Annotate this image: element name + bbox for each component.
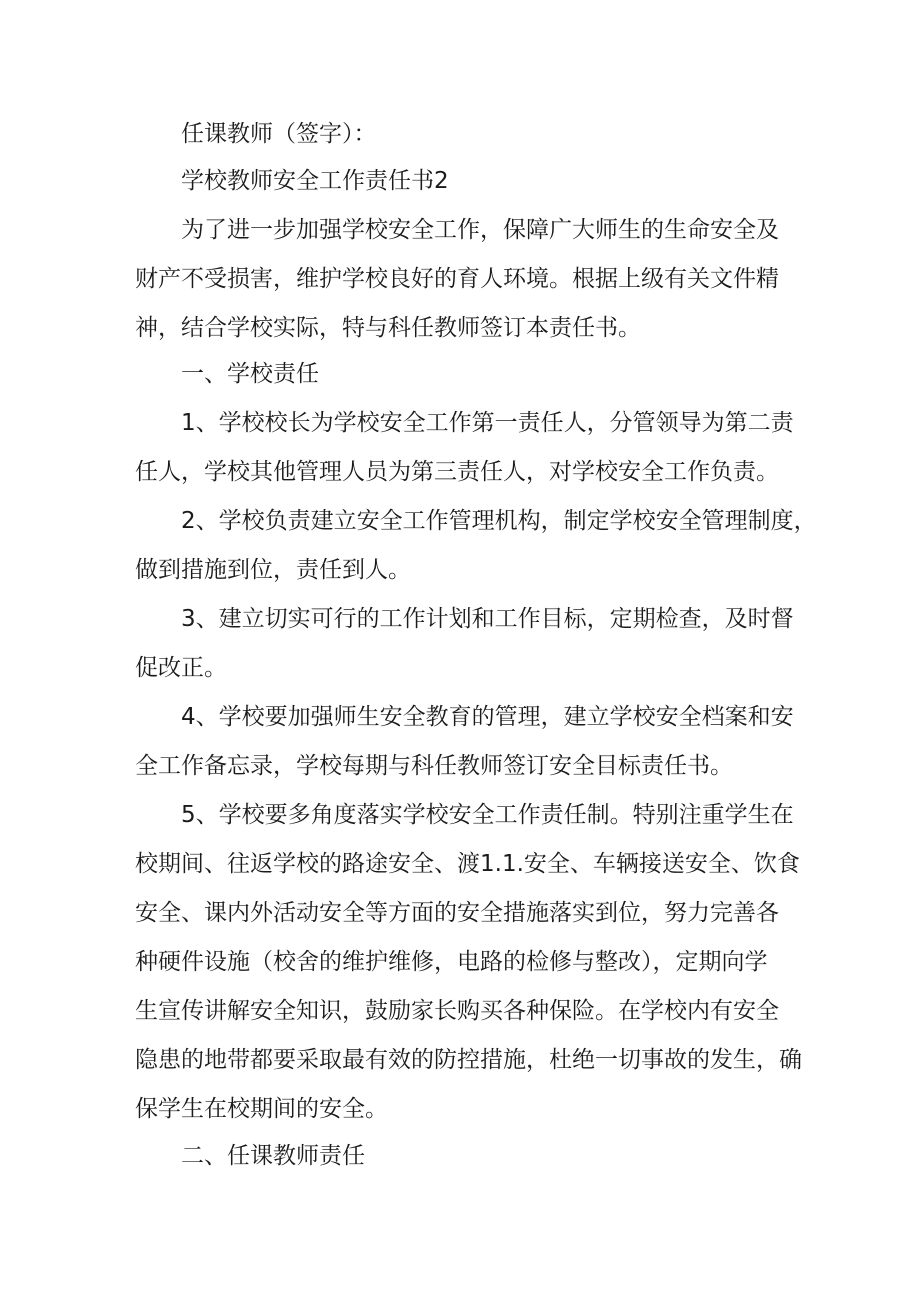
item-3-paragraph xyxy=(135,595,795,693)
paragraph-line: 3、建立切实可行的工作计划和工作目标，定期检查，及时督 xyxy=(181,606,794,632)
paragraph-line: 保学生在校期间的安全。 xyxy=(135,1096,388,1122)
section-heading-school: 一、学校责任 xyxy=(181,361,319,387)
paragraph-line: 隐患的地带都要采取最有效的防控措施，杜绝一切事故的发生，确 xyxy=(135,1047,802,1073)
document-title: 学校教师安全工作责任书2 xyxy=(181,168,449,194)
paragraph-line: 神，结合学校实际，特与科任教师签订本责任书。 xyxy=(135,315,641,341)
paragraph-line: 全工作备忘录，学校每期与科任教师签订安全目标责任书。 xyxy=(135,753,733,779)
paragraph-line: 4、学校要加强师生安全教育的管理，建立学校安全档案和安 xyxy=(181,704,794,730)
signature-line: 任课教师（签字）： xyxy=(181,121,377,147)
paragraph-line: 财产不受损害，维护学校良好的育人环境。根据上级有关文件精 xyxy=(135,266,779,292)
paragraph-line: 任人，学校其他管理人员为第三责任人，对学校安全工作负责。 xyxy=(135,459,779,485)
paragraph-line: 为了进一步加强学校安全工作，保障广大师生的生命安全及 xyxy=(181,217,779,243)
item-4-paragraph xyxy=(135,693,795,791)
paragraph-line: 促改正。 xyxy=(135,655,227,681)
paragraph-line: 5、学校要多角度落实学校安全工作责任制。特别注重学生在 xyxy=(181,802,794,828)
paragraph-line: 种硬件设施（校舍的维护维修，电路的检修与整改），定期向学 xyxy=(135,949,768,975)
paragraph-line: 安全、课内外活动安全等方面的安全措施落实到位，努力完善各 xyxy=(135,900,779,926)
item-1-paragraph xyxy=(135,399,795,497)
paragraph-line: 1、学校校长为学校安全工作第一责任人，分管领导为第二责 xyxy=(181,410,794,436)
item-5-paragraph xyxy=(135,791,802,1134)
section-heading-teacher: 二、任课教师责任 xyxy=(181,1143,365,1169)
paragraph-line: 校期间、往返学校的路途安全、渡1.1.安全、车辆接送安全、饮食 xyxy=(135,851,800,877)
item-2-paragraph xyxy=(135,497,817,595)
intro-paragraph xyxy=(135,206,795,353)
paragraph-line: 2、学校负责建立安全工作管理机构，制定学校安全管理制度， xyxy=(181,508,817,534)
paragraph-line: 生宣传讲解安全知识，鼓励家长购买各种保险。在学校内有安全 xyxy=(135,998,779,1024)
paragraph-line: 做到措施到位，责任到人。 xyxy=(135,557,411,583)
